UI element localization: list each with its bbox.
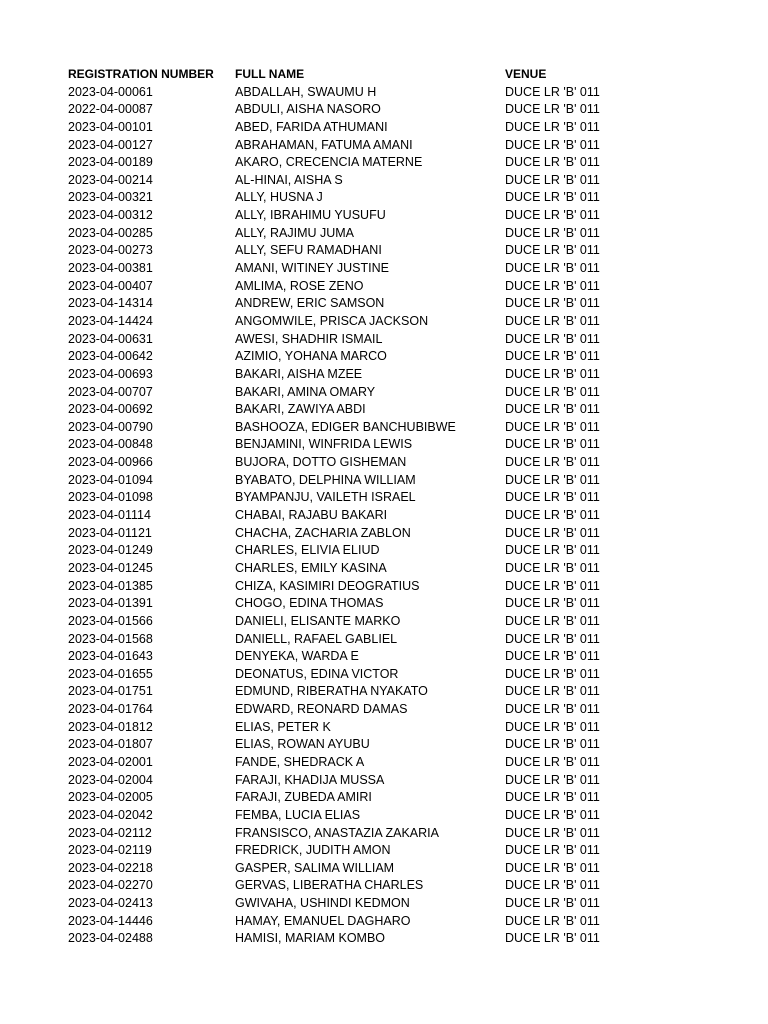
table-row	[68, 84, 748, 102]
venue-cell: DUCE LR 'B' 011	[505, 508, 600, 523]
table-row	[68, 648, 748, 666]
table-row	[68, 877, 748, 895]
table-row	[68, 366, 748, 384]
registration-number-cell: 2023-04-01385	[68, 578, 153, 593]
full-name-cell: ABDALLAH, SWAUMU H	[235, 84, 377, 99]
registration-number-cell: 2023-04-01655	[68, 666, 153, 681]
registration-number-cell: 2023-04-01812	[68, 719, 153, 734]
registration-number-cell: 2023-04-01566	[68, 613, 153, 628]
table-row	[68, 101, 748, 119]
table-row	[68, 119, 748, 137]
registration-number-cell: 2023-04-02270	[68, 878, 153, 893]
registration-number-cell: 2023-04-00407	[68, 278, 153, 293]
full-name-cell: FARAJI, ZUBEDA AMIRI	[235, 790, 372, 805]
table-row	[68, 137, 748, 155]
venue-cell: DUCE LR 'B' 011	[505, 155, 600, 170]
venue-cell: DUCE LR 'B' 011	[505, 402, 600, 417]
venue-cell: DUCE LR 'B' 011	[505, 807, 600, 822]
table-row	[68, 860, 748, 878]
venue-cell: DUCE LR 'B' 011	[505, 472, 600, 487]
table-row	[68, 895, 748, 913]
full-name-cell: DANIELL, RAFAEL GABLIEL	[235, 631, 398, 646]
venue-cell: DUCE LR 'B' 011	[505, 296, 600, 311]
table-row	[68, 313, 748, 331]
table-row	[68, 542, 748, 560]
registration-number-cell: 2022-04-00087	[68, 102, 153, 117]
table-row	[68, 842, 748, 860]
full-name-cell: AKARO, CRECENCIA MATERNE	[235, 155, 423, 170]
registration-number-cell: 2023-04-00790	[68, 419, 153, 434]
table-row	[68, 260, 748, 278]
venue-cell: DUCE LR 'B' 011	[505, 702, 600, 717]
full-name-cell: FRANSISCO, ANASTAZIA ZAKARIA	[235, 825, 439, 840]
venue-cell: DUCE LR 'B' 011	[505, 102, 600, 117]
full-name-cell: FEMBA, LUCIA ELIAS	[235, 807, 361, 822]
registration-number-cell: 2023-04-00707	[68, 384, 153, 399]
table-row	[68, 154, 748, 172]
venue-cell: DUCE LR 'B' 011	[505, 278, 600, 293]
registration-number-cell: 2023-04-14424	[68, 313, 153, 328]
registration-number-cell: 2023-04-00848	[68, 437, 153, 452]
venue-cell: DUCE LR 'B' 011	[505, 913, 600, 928]
table-row	[68, 736, 748, 754]
table-row	[68, 930, 748, 948]
full-name-cell: ANDREW, ERIC SAMSON	[235, 296, 385, 311]
registration-number-cell: 2023-04-00321	[68, 190, 153, 205]
full-name-cell: CHACHA, ZACHARIA ZABLON	[235, 525, 411, 540]
table-row	[68, 772, 748, 790]
registration-number-cell: 2023-04-02112	[68, 825, 152, 840]
registration-number-cell: 2023-04-02119	[68, 843, 152, 858]
table-row	[68, 295, 748, 313]
registration-number-cell: 2023-04-00642	[68, 349, 153, 364]
venue-cell: DUCE LR 'B' 011	[505, 684, 600, 699]
registration-number-cell: 2023-04-01249	[68, 543, 153, 558]
full-name-cell: HAMAY, EMANUEL DAGHARO	[235, 913, 411, 928]
table-row	[68, 225, 748, 243]
venue-cell: DUCE LR 'B' 011	[505, 596, 600, 611]
full-name-cell: CHIZA, KASIMIRI DEOGRATIUS	[235, 578, 420, 593]
table-row	[68, 789, 748, 807]
full-name-cell: GWIVAHA, USHINDI KEDMON	[235, 896, 410, 911]
table-row	[68, 754, 748, 772]
full-name-cell: ABRAHAMAN, FATUMA AMANI	[235, 137, 413, 152]
table-row	[68, 719, 748, 737]
table-row	[68, 595, 748, 613]
registration-number-cell: 2023-04-14314	[68, 296, 153, 311]
full-name-cell: CHARLES, EMILY KASINA	[235, 560, 387, 575]
full-name-cell: BYAMPANJU, VAILETH ISRAEL	[235, 490, 416, 505]
full-name-cell: DANIELI, ELISANTE MARKO	[235, 613, 401, 628]
full-name-cell: ALLY, RAJIMU JUMA	[235, 225, 355, 240]
venue-cell: DUCE LR 'B' 011	[505, 560, 600, 575]
table-body	[68, 84, 748, 948]
registration-number-cell: 2023-04-02413	[68, 896, 153, 911]
table-row	[68, 278, 748, 296]
registration-number-cell: 2023-04-01098	[68, 490, 153, 505]
venue-cell: DUCE LR 'B' 011	[505, 190, 600, 205]
venue-cell: DUCE LR 'B' 011	[505, 243, 600, 258]
full-name-cell: AL-HINAI, AISHA S	[235, 172, 343, 187]
venue-cell: DUCE LR 'B' 011	[505, 313, 600, 328]
table-row	[68, 525, 748, 543]
full-name-cell: FREDRICK, JUDITH AMON	[235, 843, 391, 858]
venue-cell: DUCE LR 'B' 011	[505, 331, 600, 346]
registration-number-cell: 2023-04-00692	[68, 402, 153, 417]
full-name-cell: GASPER, SALIMA WILLIAM	[235, 860, 395, 875]
full-name-cell: CHABAI, RAJABU BAKARI	[235, 508, 388, 523]
table-row	[68, 913, 748, 931]
venue-cell: DUCE LR 'B' 011	[505, 366, 600, 381]
venue-cell: DUCE LR 'B' 011	[505, 666, 600, 681]
table-row	[68, 666, 748, 684]
registration-number-cell: 2023-04-02001	[68, 754, 153, 769]
registration-number-cell: 2023-04-00966	[68, 455, 153, 470]
venue-cell: DUCE LR 'B' 011	[505, 490, 600, 505]
table-row	[68, 242, 748, 260]
registration-number-cell: 2023-04-01643	[68, 649, 153, 664]
full-name-cell: ABDULI, AISHA NASORO	[235, 102, 381, 117]
venue-cell: DUCE LR 'B' 011	[505, 543, 600, 558]
table-row	[68, 454, 748, 472]
registration-table	[68, 66, 748, 948]
venue-cell: DUCE LR 'B' 011	[505, 825, 600, 840]
full-name-cell: AMANI, WITINEY JUSTINE	[235, 261, 389, 276]
venue-cell: DUCE LR 'B' 011	[505, 172, 600, 187]
registration-number-cell: 2023-04-00312	[68, 208, 153, 223]
full-name-cell: EDMUND, RIBERATHA NYAKATO	[235, 684, 428, 699]
registration-number-cell: 2023-04-14446	[68, 913, 153, 928]
venue-cell: DUCE LR 'B' 011	[505, 437, 600, 452]
venue-cell: DUCE LR 'B' 011	[505, 843, 600, 858]
registration-number-cell: 2023-04-02042	[68, 807, 153, 822]
full-name-cell: CHOGO, EDINA THOMAS	[235, 596, 384, 611]
registration-number-cell: 2023-04-01114	[68, 508, 151, 523]
full-name-cell: FANDE, SHEDRACK A	[235, 754, 365, 769]
venue-cell: DUCE LR 'B' 011	[505, 578, 600, 593]
table-row	[68, 331, 748, 349]
venue-cell: DUCE LR 'B' 011	[505, 878, 600, 893]
table-row	[68, 401, 748, 419]
venue-cell: DUCE LR 'B' 011	[505, 208, 600, 223]
registration-number-cell: 2023-04-02005	[68, 790, 153, 805]
venue-cell: DUCE LR 'B' 011	[505, 525, 600, 540]
registration-number-cell: 2023-04-01391	[68, 596, 153, 611]
full-name-cell: DEONATUS, EDINA VICTOR	[235, 666, 399, 681]
registration-number-cell: 2023-04-01568	[68, 631, 153, 646]
full-name-cell: BUJORA, DOTTO GISHEMAN	[235, 455, 407, 470]
header-registration-number: REGISTRATION NUMBER	[68, 67, 214, 81]
table-row	[68, 560, 748, 578]
venue-cell: DUCE LR 'B' 011	[505, 790, 600, 805]
full-name-cell: ALLY, HUSNA J	[235, 190, 323, 205]
full-name-cell: ANGOMWILE, PRISCA JACKSON	[235, 313, 429, 328]
table-row	[68, 419, 748, 437]
venue-cell: DUCE LR 'B' 011	[505, 772, 600, 787]
full-name-cell: BENJAMINI, WINFRIDA LEWIS	[235, 437, 413, 452]
full-name-cell: AMLIMA, ROSE ZENO	[235, 278, 364, 293]
registration-number-cell: 2023-04-02488	[68, 931, 153, 946]
registration-number-cell: 2023-04-01121	[68, 525, 152, 540]
table-row	[68, 348, 748, 366]
full-name-cell: EDWARD, REONARD DAMAS	[235, 702, 408, 717]
venue-cell: DUCE LR 'B' 011	[505, 737, 600, 752]
table-row	[68, 436, 748, 454]
registration-number-cell: 2023-04-00214	[68, 172, 153, 187]
full-name-cell: ELIAS, ROWAN AYUBU	[235, 737, 370, 752]
registration-number-cell: 2023-04-00189	[68, 155, 153, 170]
table-row	[68, 631, 748, 649]
header-venue: VENUE	[505, 67, 547, 81]
registration-number-cell: 2023-04-02218	[68, 860, 153, 875]
venue-cell: DUCE LR 'B' 011	[505, 754, 600, 769]
venue-cell: DUCE LR 'B' 011	[505, 931, 600, 946]
table-row	[68, 472, 748, 490]
registration-number-cell: 2023-04-02004	[68, 772, 153, 787]
header-full-name: FULL NAME	[235, 67, 305, 81]
venue-cell: DUCE LR 'B' 011	[505, 119, 600, 134]
venue-cell: DUCE LR 'B' 011	[505, 860, 600, 875]
table-row	[68, 172, 748, 190]
registration-number-cell: 2023-04-01807	[68, 737, 153, 752]
full-name-cell: BASHOOZA, EDIGER BANCHUBIBWE	[235, 419, 456, 434]
registration-number-cell: 2023-04-00273	[68, 243, 153, 258]
full-name-cell: CHARLES, ELIVIA ELIUD	[235, 543, 380, 558]
table-row	[68, 489, 748, 507]
table-row	[68, 701, 748, 719]
venue-cell: DUCE LR 'B' 011	[505, 719, 600, 734]
table-row	[68, 384, 748, 402]
full-name-cell: ALLY, IBRAHIMU YUSUFU	[235, 208, 386, 223]
full-name-cell: ALLY, SEFU RAMADHANI	[235, 243, 382, 258]
venue-cell: DUCE LR 'B' 011	[505, 649, 600, 664]
table-row	[68, 825, 748, 843]
table-row	[68, 683, 748, 701]
venue-cell: DUCE LR 'B' 011	[505, 419, 600, 434]
registration-number-cell: 2023-04-00285	[68, 225, 153, 240]
registration-number-cell: 2023-04-00061	[68, 84, 153, 99]
venue-cell: DUCE LR 'B' 011	[505, 225, 600, 240]
registration-number-cell: 2023-04-01094	[68, 472, 153, 487]
venue-cell: DUCE LR 'B' 011	[505, 84, 600, 99]
full-name-cell: HAMISI, MARIAM KOMBO	[235, 931, 386, 946]
full-name-cell: AZIMIO, YOHANA MARCO	[235, 349, 387, 364]
registration-number-cell: 2023-04-00127	[68, 137, 153, 152]
table-row	[68, 207, 748, 225]
registration-number-cell: 2023-04-01751	[68, 684, 153, 699]
table-row	[68, 189, 748, 207]
full-name-cell: FARAJI, KHADIJA MUSSA	[235, 772, 385, 787]
full-name-cell: GERVAS, LIBERATHA CHARLES	[235, 878, 424, 893]
venue-cell: DUCE LR 'B' 011	[505, 384, 600, 399]
full-name-cell: BAKARI, AMINA OMARY	[235, 384, 376, 399]
full-name-cell: ELIAS, PETER K	[235, 719, 331, 734]
registration-number-cell: 2023-04-01245	[68, 560, 153, 575]
full-name-cell: BAKARI, AISHA MZEE	[235, 366, 363, 381]
registration-number-cell: 2023-04-01764	[68, 702, 153, 717]
venue-cell: DUCE LR 'B' 011	[505, 631, 600, 646]
table-row	[68, 807, 748, 825]
table-row	[68, 507, 748, 525]
venue-cell: DUCE LR 'B' 011	[505, 896, 600, 911]
table-row	[68, 578, 748, 596]
venue-cell: DUCE LR 'B' 011	[505, 137, 600, 152]
table-row	[68, 613, 748, 631]
full-name-cell: BYABATO, DELPHINA WILLIAM	[235, 472, 416, 487]
registration-number-cell: 2023-04-00693	[68, 366, 153, 381]
venue-cell: DUCE LR 'B' 011	[505, 455, 600, 470]
table-header-row	[68, 66, 748, 84]
venue-cell: DUCE LR 'B' 011	[505, 349, 600, 364]
venue-cell: DUCE LR 'B' 011	[505, 613, 600, 628]
venue-cell: DUCE LR 'B' 011	[505, 261, 600, 276]
registration-number-cell: 2023-04-00381	[68, 261, 153, 276]
full-name-cell: DENYEKA, WARDA E	[235, 649, 359, 664]
full-name-cell: ABED, FARIDA ATHUMANI	[235, 119, 388, 134]
full-name-cell: AWESI, SHADHIR ISMAIL	[235, 331, 383, 346]
full-name-cell: BAKARI, ZAWIYA ABDI	[235, 402, 366, 417]
registration-number-cell: 2023-04-00101	[68, 119, 153, 134]
registration-number-cell: 2023-04-00631	[68, 331, 153, 346]
